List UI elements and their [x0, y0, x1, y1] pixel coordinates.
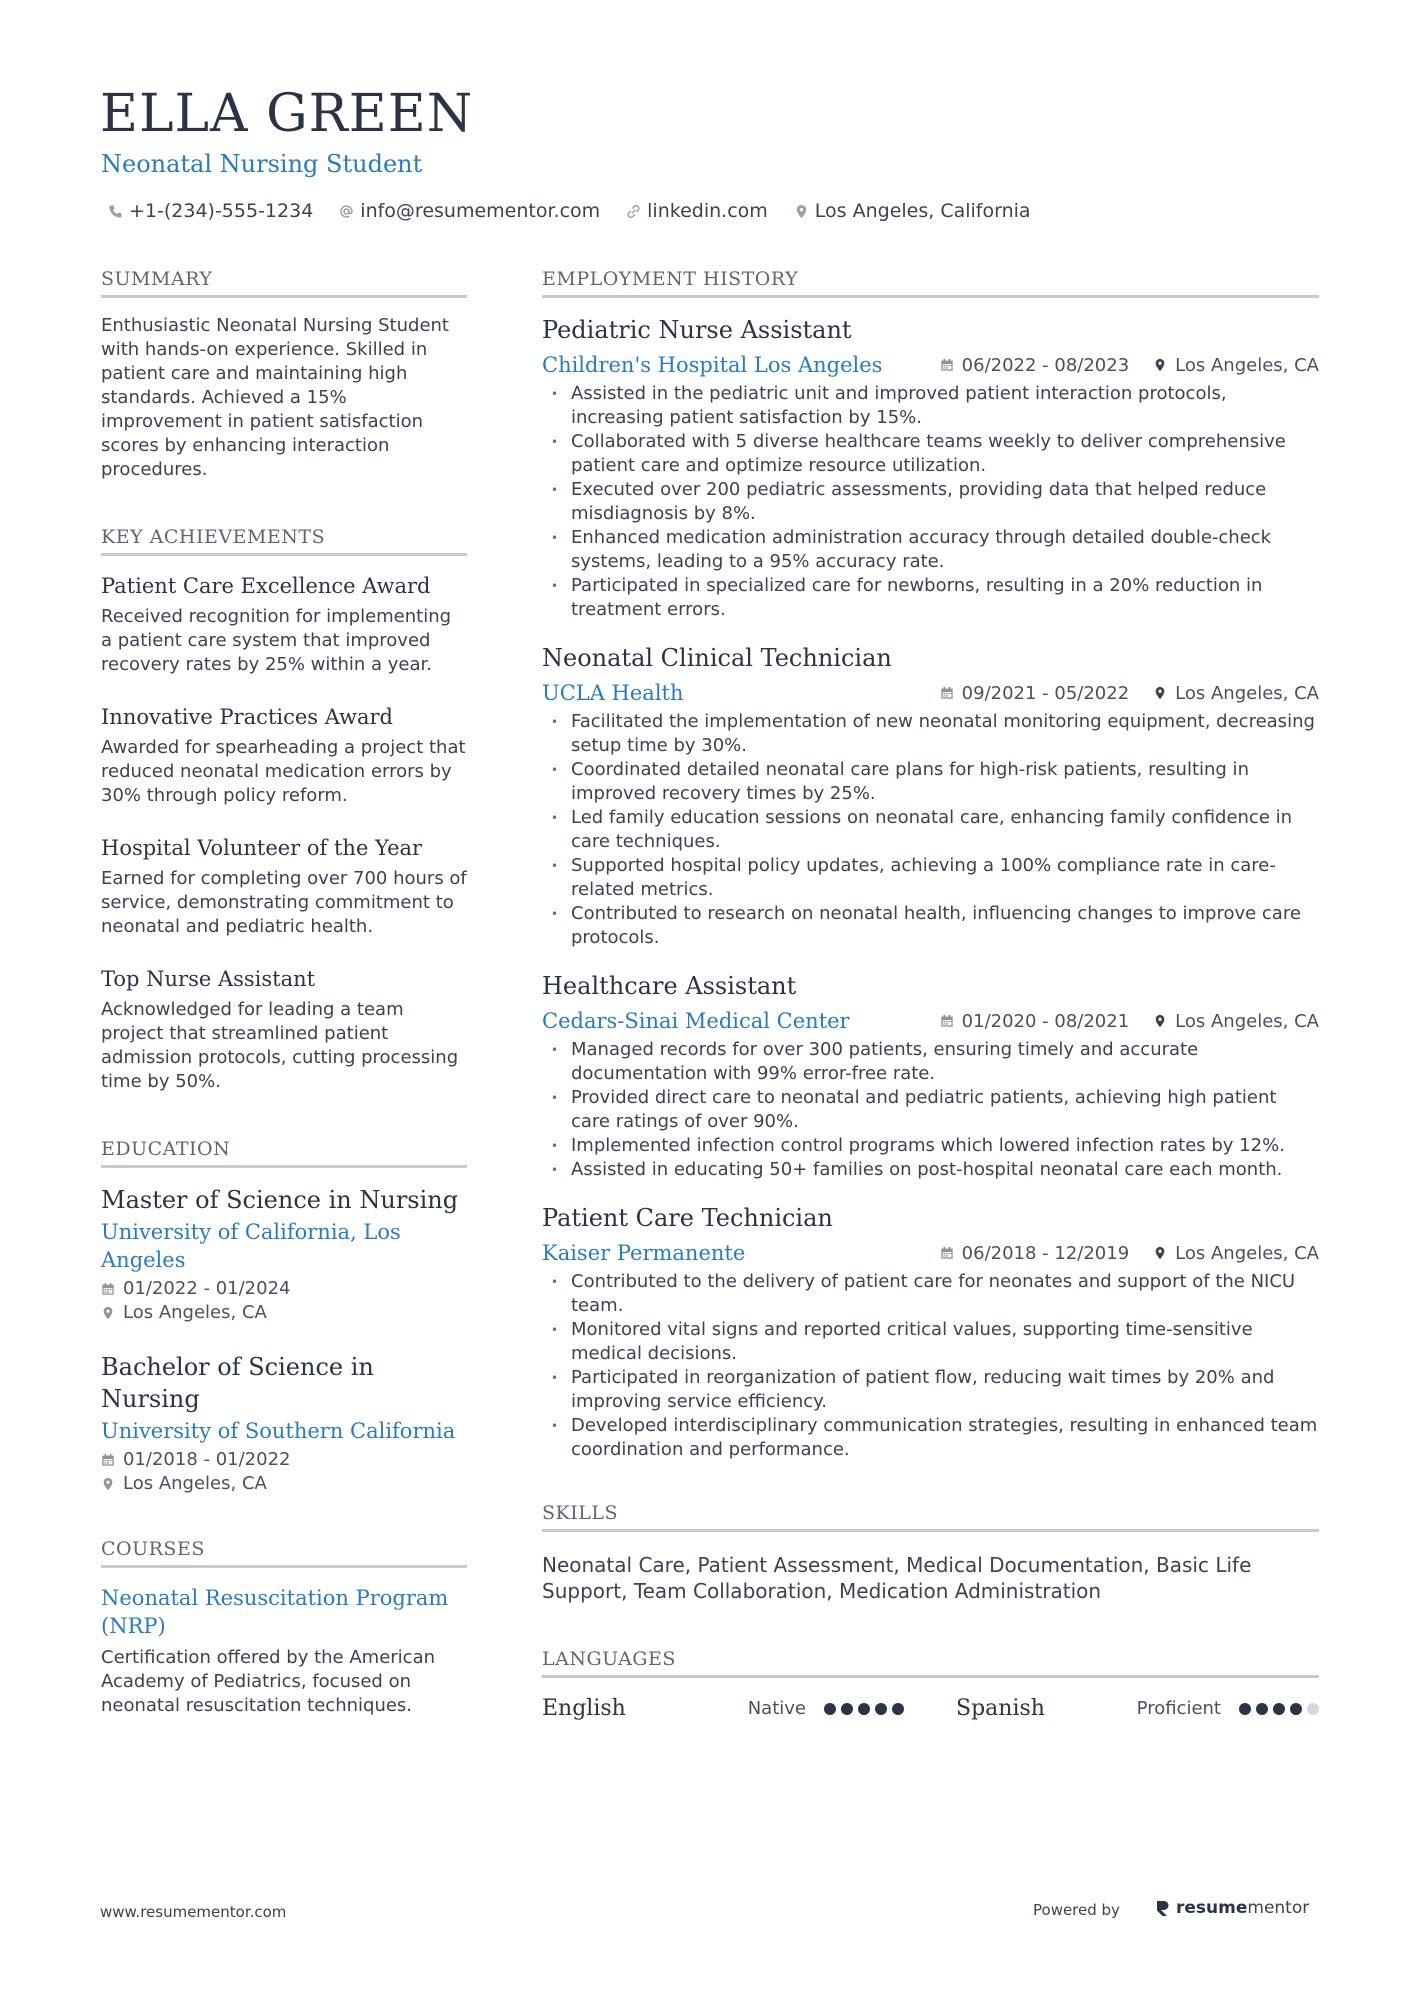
rating-dot-filled — [1290, 1703, 1302, 1715]
achievement-text: Awarded for spearheading a project that reduced neonatal medication errors by 30% through policy reform. — [101, 737, 466, 806]
job-location-text: Los Angeles, CA — [1175, 354, 1319, 376]
job-location-text: Los Angeles, CA — [1175, 682, 1319, 704]
courses-section — [101, 1538, 467, 1718]
language-rating — [824, 1703, 904, 1715]
job-entry — [542, 314, 1319, 622]
candidate-name: ELLA GREEN — [100, 84, 474, 144]
job-meta-row — [542, 350, 1319, 380]
job-bullet: • Executed over 200 pediatric assessments, providing data that helped reduce misdiagnosis by 8%. — [542, 478, 1319, 526]
achievement-item — [101, 703, 467, 808]
job-meta — [940, 683, 1319, 704]
job-bullet: • Contributed to the delivery of patient care for neonates and support of the NICU team. — [542, 1270, 1319, 1318]
location-icon — [1153, 1014, 1167, 1028]
job-location — [1153, 1243, 1319, 1264]
job-meta — [940, 1011, 1319, 1032]
education-location-text: Los Angeles, CA — [123, 1302, 267, 1323]
contact-phone-text: +1-(234)-555-1234 — [129, 200, 314, 222]
job-location-text: Los Angeles, CA — [1175, 1010, 1319, 1032]
job-title: Patient Care Technician — [542, 1204, 833, 1232]
job-entry — [542, 1202, 1319, 1462]
skills-section — [542, 1502, 1319, 1604]
summary-heading: SUMMARY — [101, 268, 467, 298]
contact-location — [794, 200, 1031, 222]
language-name: English — [542, 1696, 626, 1721]
job-bullet: • Managed records for over 300 patients, ensuring timely and accurate documentation with 99% error-free rate. — [542, 1038, 1319, 1086]
job-bullet: • Contributed to research on neonatal health, influencing changes to improve care protocols. — [542, 902, 1319, 950]
achievement-title: Top Nurse Assistant — [101, 967, 316, 991]
job-dates-text: 09/2021 - 05/2022 — [961, 682, 1130, 704]
job-bullets — [542, 1270, 1319, 1462]
contact-linkedin-text: linkedin.com — [647, 200, 768, 222]
job-company: Children's Hospital Los Angeles — [542, 353, 883, 377]
achievement-title: Hospital Volunteer of the Year — [101, 836, 423, 860]
language-item — [542, 1696, 956, 1721]
job-meta — [940, 355, 1319, 376]
contact-email-text: info@resumementor.com — [360, 200, 601, 222]
contact-linkedin[interactable] — [626, 200, 768, 222]
course-item — [101, 1584, 467, 1718]
location-icon — [101, 1306, 115, 1320]
job-meta-row — [542, 678, 1319, 708]
job-bullet: • Collaborated with 5 diverse healthcare teams weekly to deliver comprehensive patient care and optimize resource utilization. — [542, 430, 1319, 478]
rating-dot-filled — [1273, 1703, 1285, 1715]
rating-dot-filled — [875, 1703, 887, 1715]
job-bullets — [542, 382, 1319, 622]
phone-icon — [108, 204, 123, 219]
achievement-item — [101, 834, 467, 939]
education-school: University of Southern California — [101, 1419, 456, 1443]
rating-dot-filled — [1256, 1703, 1268, 1715]
language-name: Spanish — [956, 1696, 1045, 1721]
summary-text: Enthusiastic Neonatal Nursing Student with hands-on experience. Skilled in patient care and maintaining high standards. Achieved a 15% improvement in patient satisfaction scores by enhancing interaction procedures. — [101, 315, 449, 480]
job-location — [1153, 1011, 1319, 1032]
job-bullet: • Facilitated the implementation of new neonatal monitoring equipment, decreasing setup time by 30%. — [542, 710, 1319, 758]
education-dates — [101, 1448, 467, 1472]
rating-dot-filled — [892, 1703, 904, 1715]
job-meta-row — [542, 1238, 1319, 1268]
achievement-text: Received recognition for implementing a patient care system that improved recovery rates by 25% within a year. — [101, 606, 452, 675]
job-company: Cedars-Sinai Medical Center — [542, 1009, 850, 1033]
resumementor-logo-icon — [1155, 1899, 1171, 1917]
contact-location-text: Los Angeles, California — [814, 200, 1031, 222]
right-column — [542, 268, 1319, 1721]
job-dates-text: 06/2018 - 12/2019 — [961, 1242, 1130, 1264]
job-bullet: • Assisted in educating 50+ families on post-hospital neonatal care each month. — [542, 1158, 1319, 1182]
footer-brand-light: mentor — [1247, 1898, 1310, 1918]
location-icon — [1153, 1246, 1167, 1260]
achievement-text: Earned for completing over 700 hours of service, demonstrating commitment to neonatal and pediatric health. — [101, 868, 467, 937]
job-bullet: • Developed interdisciplinary communication strategies, resulting in enhanced team coordination and performance. — [542, 1414, 1319, 1462]
education-degree: Master of Science in Nursing — [101, 1186, 459, 1214]
job-meta — [940, 1243, 1319, 1264]
languages-heading: LANGUAGES — [542, 1648, 1319, 1678]
at-icon — [339, 204, 354, 219]
employment-section — [542, 268, 1319, 1462]
job-company: UCLA Health — [542, 681, 684, 705]
skills-text: Neonatal Care, Patient Assessment, Medical Documentation, Basic Life Support, Team Collaboration, Medication Administration — [542, 1553, 1252, 1603]
languages-row — [542, 1696, 1319, 1721]
language-level: Native — [747, 1698, 806, 1719]
education-dates-text: 01/2022 - 01/2024 — [123, 1278, 291, 1299]
job-dates — [940, 355, 1130, 376]
education-location — [101, 1472, 467, 1496]
job-bullet: • Coordinated detailed neonatal care plans for high-risk patients, resulting in improved recovery times by 25%. — [542, 758, 1319, 806]
achievements-heading: KEY ACHIEVEMENTS — [101, 526, 467, 556]
achievement-item — [101, 572, 467, 677]
location-icon — [1153, 686, 1167, 700]
calendar-icon — [101, 1282, 115, 1296]
calendar-icon — [940, 1246, 954, 1260]
education-dates — [101, 1277, 467, 1301]
job-entry — [542, 642, 1319, 950]
contact-email[interactable] — [339, 200, 600, 222]
language-item — [956, 1696, 1319, 1721]
calendar-icon — [940, 358, 954, 372]
job-bullets — [542, 710, 1319, 950]
education-location — [101, 1301, 467, 1325]
language-rating — [1239, 1703, 1319, 1715]
rating-dot-filled — [858, 1703, 870, 1715]
summary-section — [101, 268, 467, 482]
contact-bar — [108, 200, 1031, 222]
candidate-role: Neonatal Nursing Student — [101, 150, 423, 178]
course-text: Certification offered by the American Academy of Pediatrics, focused on neonatal resuscitation techniques. — [101, 1647, 436, 1716]
job-bullet: • Enhanced medication administration accuracy through detailed double-check systems, leading to a 95% accuracy rate. — [542, 526, 1319, 574]
skills-heading: SKILLS — [542, 1502, 1319, 1532]
job-bullet: • Monitored vital signs and reported critical values, supporting time-sensitive medical decisions. — [542, 1318, 1319, 1366]
location-icon — [1153, 358, 1167, 372]
job-location — [1153, 683, 1319, 704]
location-icon — [794, 204, 809, 219]
job-dates-text: 01/2020 - 08/2021 — [961, 1010, 1130, 1032]
education-school: University of California, Los Angeles — [101, 1220, 401, 1272]
footer-website[interactable]: www.resumementor.com — [100, 1903, 287, 1921]
achievement-item — [101, 965, 467, 1094]
job-dates — [940, 1243, 1130, 1264]
courses-heading: COURSES — [101, 1538, 467, 1568]
job-bullet: • Provided direct care to neonatal and pediatric patients, achieving high patient care ratings of over 90%. — [542, 1086, 1319, 1134]
languages-section — [542, 1648, 1319, 1721]
footer-powered-by: Powered by — [1033, 1901, 1120, 1919]
job-bullet: • Implemented infection control programs which lowered infection rates by 12%. — [542, 1134, 1319, 1158]
language-level: Proficient — [1136, 1698, 1221, 1719]
job-bullet: • Assisted in the pediatric unit and improved patient interaction protocols, increasing patient satisfaction by 15%. — [542, 382, 1319, 430]
education-dates-text: 01/2018 - 01/2022 — [123, 1449, 291, 1470]
education-item — [101, 1351, 467, 1496]
job-title: Neonatal Clinical Technician — [542, 644, 892, 672]
calendar-icon — [940, 686, 954, 700]
job-title: Pediatric Nurse Assistant — [542, 316, 852, 344]
job-dates — [940, 683, 1130, 704]
job-entry — [542, 970, 1319, 1182]
job-location — [1153, 355, 1319, 376]
education-heading: EDUCATION — [101, 1138, 467, 1168]
job-dates — [940, 1011, 1130, 1032]
footer-brand-logo[interactable] — [1155, 1898, 1309, 1918]
achievements-section — [101, 526, 467, 1094]
calendar-icon — [940, 1014, 954, 1028]
education-degree: Bachelor of Science in Nursing — [101, 1353, 374, 1413]
achievement-title: Patient Care Excellence Award — [101, 574, 431, 598]
job-bullet: • Supported hospital policy updates, achieving a 100% compliance rate in care-related metrics. — [542, 854, 1319, 902]
left-column — [101, 268, 467, 1718]
job-bullet: • Participated in specialized care for newborns, resulting in a 20% reduction in treatment errors. — [542, 574, 1319, 622]
footer-brand-bold: resume — [1176, 1898, 1248, 1918]
achievement-text: Acknowledged for leading a team project that streamlined patient admission protocols, cutting processing time by 50%. — [101, 999, 459, 1092]
job-bullet: • Participated in reorganization of patient flow, reducing wait times by 20% and improving service efficiency. — [542, 1366, 1319, 1414]
calendar-icon — [101, 1453, 115, 1467]
job-dates-text: 06/2022 - 08/2023 — [961, 354, 1130, 376]
education-item — [101, 1184, 467, 1325]
link-icon — [626, 204, 641, 219]
job-meta-row — [542, 1006, 1319, 1036]
education-section — [101, 1138, 467, 1496]
rating-dot-filled — [824, 1703, 836, 1715]
employment-heading: EMPLOYMENT HISTORY — [542, 268, 1319, 298]
rating-dot-filled — [841, 1703, 853, 1715]
job-bullet: • Led family education sessions on neonatal care, enhancing family confidence in care techniques. — [542, 806, 1319, 854]
rating-dot-filled — [1239, 1703, 1251, 1715]
job-bullets — [542, 1038, 1319, 1182]
rating-dot-empty — [1307, 1703, 1319, 1715]
job-title: Healthcare Assistant — [542, 972, 797, 1000]
job-location-text: Los Angeles, CA — [1175, 1242, 1319, 1264]
achievement-title: Innovative Practices Award — [101, 705, 393, 729]
course-title: Neonatal Resuscitation Program (NRP) — [101, 1586, 449, 1638]
location-icon — [101, 1477, 115, 1491]
contact-phone[interactable] — [108, 200, 313, 222]
job-company: Kaiser Permanente — [542, 1241, 746, 1265]
education-location-text: Los Angeles, CA — [123, 1473, 267, 1494]
